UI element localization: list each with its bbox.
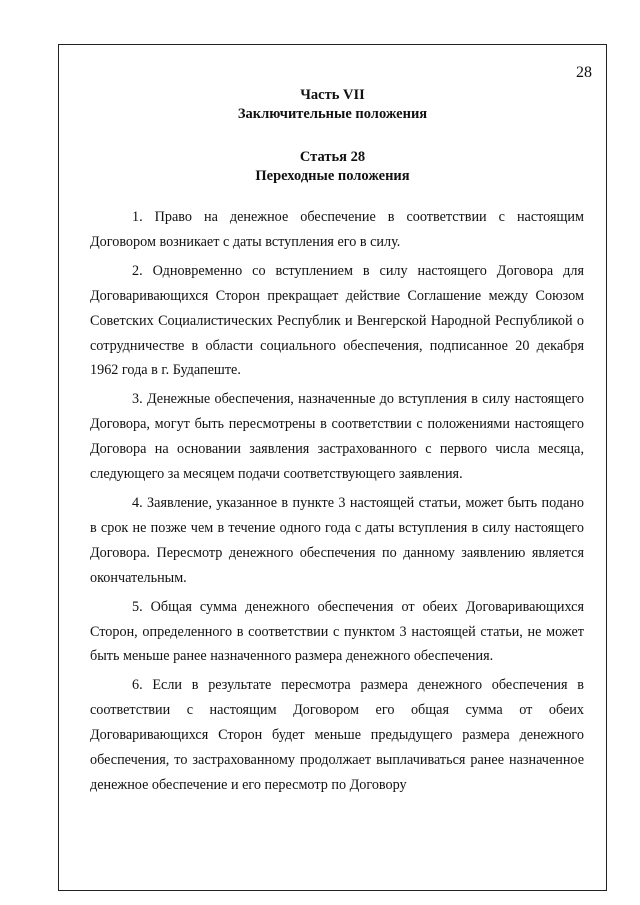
part-subtitle: Заключительные положения — [237, 106, 428, 122]
article-header — [58, 148, 607, 186]
part-title: Часть VII — [300, 87, 365, 103]
article-title: Статья 28 — [299, 149, 366, 165]
paragraph-6: 6. Если в результате пересмотра размера денежного обеспечения в соответствии с настоящим Договором его общая сумма от обеих Договаривающихся Сторон будет меньше предыдущего размера денежного обеспечения, то застрахованному продолжает выплачиваться ранее назначенное денежное обеспечение и его пересмотр по Договору — [90, 677, 584, 793]
paragraph-2: 2. Одновременно со вступлением в силу настоящего Договора для Договаривающихся Сторон прекращает действие Соглашение между Союзом Советских Социалистических Республик и Венгерской Народной Республикой о сотрудничестве в области социального обеспечения, подписанное 20 декабря 1962 года в г. Будапеште. — [90, 262, 584, 379]
page-number: 28 — [576, 64, 592, 81]
article-subtitle: Переходные положения — [255, 168, 410, 184]
paragraph-1: 1. Право на денежное обеспечение в соответствии с настоящим Договором возникает с даты вступления его в силу. — [90, 209, 584, 250]
paragraph-5: 5. Общая сумма денежного обеспечения от обеих Договаривающихся Сторон, определенного в соответствии с пунктом 3 настоящей статьи, не может быть меньше ранее назначенного размера денежного обеспечения. — [90, 598, 584, 665]
article-body — [90, 205, 584, 798]
paragraph-3: 3. Денежные обеспечения, назначенные до вступления в силу настоящего Договора, могут быть пересмотрены в соответствии с положениями настоящего Договора на основании заявления застрахованного с первого числа месяца, следующего за месяцем подачи соответствующего заявления. — [90, 391, 584, 483]
paragraph-4: 4. Заявление, указанное в пункте 3 настоящей статьи, может быть подано в срок не позже чем в течение одного года с даты вступления в силу настоящего Договора. Пересмотр денежного обеспечения по данному заявлению является окончательным. — [90, 494, 584, 586]
part-header — [58, 86, 607, 124]
